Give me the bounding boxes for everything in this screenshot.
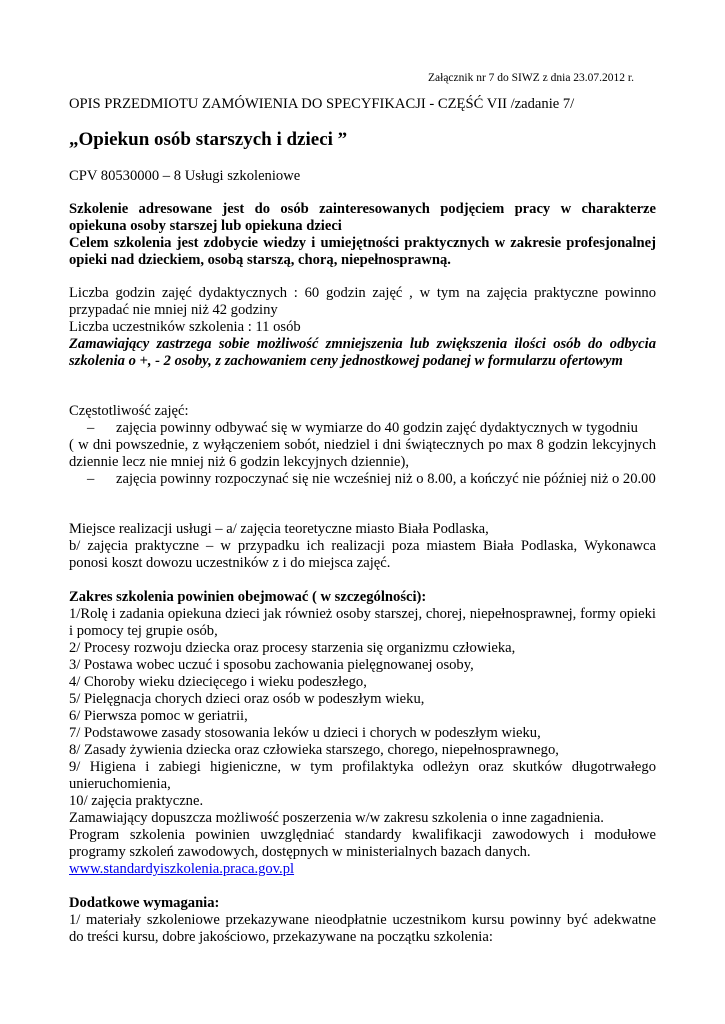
course-title: „Opiekun osób starszych i dzieci ” (69, 129, 348, 150)
hours-line: Liczba godzin zajęć dydaktycznych : 60 godzin zajęć , w tym na zajęcia praktyczne powinno (69, 285, 656, 301)
program-line: Program szkolenia powinien uwzględniać standardy kwalifikacji zawodowych i modułowe (69, 827, 656, 843)
intro-line: opieki nad dzieckiem, osobą starszą, chorą, niepełnosprawną. (69, 252, 451, 268)
scope-item: 5/ Pielęgnacja chorych dzieci oraz osób w podeszłym wieku, (69, 691, 425, 707)
scope-item: 1/Rolę i zadania opiekuna dzieci jak również osoby starszej, chorej, niepełnosprawnej, formy opieki (69, 606, 656, 622)
location-line: Miejsce realizacji usługi – a/ zajęcia teoretyczne miasto Biała Podlaska, (69, 521, 489, 537)
program-line: programy szkoleń zawodowych, dostępnych w ministerialnych bazach danych. (69, 844, 531, 860)
scope-item: 8/ Zasady żywienia dziecka oraz człowieka starszego, chorego, niepełnosprawnego, (69, 742, 559, 758)
scope-item: 9/ Higiena i zabiegi higieniczne, w tym profilaktyka odleżyn oraz skutków długotrwałego (69, 759, 656, 775)
scope-item: 4/ Choroby wieku dziecięcego i wieku podeszłego, (69, 674, 367, 690)
intro-line: Szkolenie adresowane jest do osób zainteresowanych podjęciem pracy w charakterze (69, 201, 656, 217)
scope-heading: Zakres szkolenia powinien obejmować ( w szczególności): (69, 589, 427, 605)
scope-item: 7/ Podstawowe zasady stosowania leków u dzieci i chorych w podeszłym wieku, (69, 725, 541, 741)
bullet-dash: – (87, 471, 95, 487)
scope-extension: Zamawiający dopuszcza możliwość poszerzenia w/w zakresu szkolenia o inne zagadnienia. (69, 810, 604, 826)
document-title: OPIS PRZEDMIOTU ZAMÓWIENIA DO SPECYFIKACJI - CZĘŚĆ VII /zadanie 7/ (69, 96, 575, 112)
standards-link[interactable]: www.standardyiszkolenia.praca.gov.pl (69, 861, 295, 877)
scope-item: 2/ Procesy rozwoju dziecka oraz procesy starzenia się organizmu człowieka, (69, 640, 516, 656)
annex-note: Załącznik nr 7 do SIWZ z dnia 23.07.2012 r. (428, 72, 634, 84)
participants-line: Liczba uczestników szkolenia : 11 osób (69, 319, 301, 335)
additional-item: do treści kursu, dobre jakościowo, przekazywane na początku szkolenia: (69, 929, 493, 945)
scope-item: 3/ Postawa wobec uczuć i sposobu zachowania pielęgnowanej osoby, (69, 657, 474, 673)
location-line: b/ zajęcia praktyczne – w przypadku ich realizacji poza miastem Biała Podlaska, Wykonawca (69, 538, 656, 554)
frequency-heading: Częstotliwość zajęć: (69, 403, 189, 419)
frequency-item: zajęcia powinny odbywać się w wymiarze do 40 godzin zajęć dydaktycznych w tygodniu (116, 420, 638, 436)
intro-line: Celem szkolenia jest zdobycie wiedzy i umiejętności praktycznych w zakresie profesjonalnej (69, 235, 656, 251)
additional-heading: Dodatkowe wymagania: (69, 895, 220, 911)
scope-item: 6/ Pierwsza pomoc w geriatrii, (69, 708, 248, 724)
frequency-item: zajęcia powinny rozpoczynać się nie wcześniej niż o 8.00, a kończyć nie później niż o 20.00 (116, 471, 656, 487)
reservation-line: szkolenia o +, - 2 osoby, z zachowaniem ceny jednostkowej podanej w formularzu ofertowym (69, 353, 623, 369)
intro-line: opiekuna osoby starszej lub opiekuna dzieci (69, 218, 342, 234)
bullet-dash: – (87, 420, 95, 436)
scope-item: i pomocy tej grupie osób, (69, 623, 218, 639)
cpv-code: CPV 80530000 – 8 Usługi szkoleniowe (69, 168, 301, 184)
scope-item: 10/ zajęcia praktyczne. (69, 793, 204, 809)
location-line: ponosi koszt dowozu uczestników z i do miejsca zajęć. (69, 555, 391, 571)
hours-line: przypadać nie mniej niż 42 godziny (69, 302, 278, 318)
additional-item: 1/ materiały szkoleniowe przekazywane nieodpłatnie uczestnikom kursu powinny być adekwatne (69, 912, 656, 928)
frequency-item: dziennie lecz nie mniej niż 6 godzin lekcyjnych dziennie), (69, 454, 409, 470)
reservation-line: Zamawiający zastrzega sobie możliwość zmniejszenia lub zwiększenia ilości osób do odbycia (69, 336, 656, 352)
scope-item: unieruchomienia, (69, 776, 171, 792)
frequency-item: ( w dni powszednie, z wyłączeniem sobót, niedziel i dni świątecznych po max 8 godzin lekcyjnych (69, 437, 656, 453)
